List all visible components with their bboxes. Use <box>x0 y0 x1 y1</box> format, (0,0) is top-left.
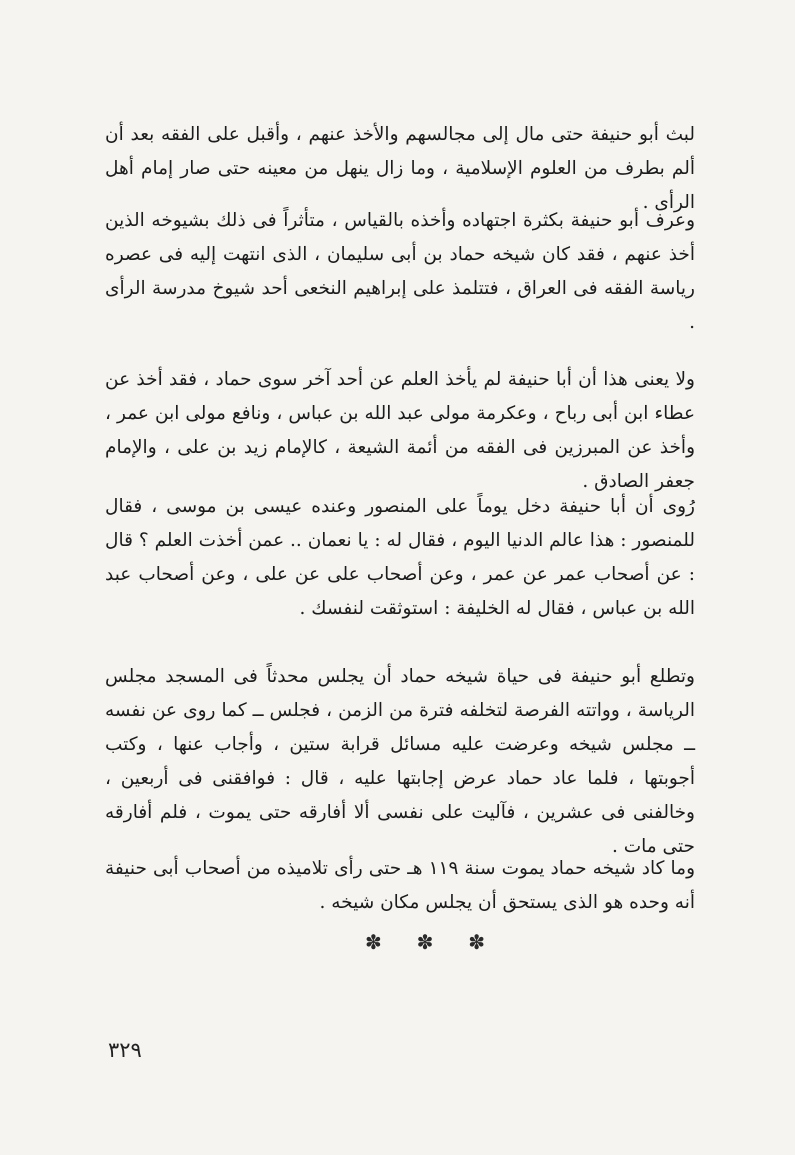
paragraph-text: وما كاد شيخه حماد يموت سنة ١١٩ هـ حتى رأى تلاميذه من أصحاب أبى حنيفة أنه وحده هو الذى يستحق أن يجلس مكان شيخه . <box>105 858 695 913</box>
paragraph-2 <box>105 204 695 340</box>
asterism-star-icon: ✽ <box>365 930 382 954</box>
section-separator <box>365 930 485 954</box>
page-number: ٣٢٩ <box>108 1038 142 1062</box>
paragraph-5 <box>105 660 695 864</box>
paragraph-4 <box>105 490 695 626</box>
paragraph-text: لبث أبو حنيفة حتى مال إلى مجالسهم والأخذ عنهم ، وأقبل على الفقه بعد أن ألم بطرف من العلوم الإسلامية ، وما زال ينهل من معينه حتى صار إمام أهل الرأى . <box>105 124 695 213</box>
paragraph-text: رُوى أن أبا حنيفة دخل يوماً على المنصور وعنده عيسى بن موسى ، فقال للمنصور : هذا عالم الدنيا اليوم ، فقال له : يا نعمان .. عمن أخذت العلم ؟ قال : عن أصحاب عمر عن عمر ، وعن أصحاب على عن على ، وعن أصحاب عبد الله بن عباس ، فقال له الخليفة : استوثقت لنفسك . <box>105 496 695 619</box>
paragraph-text: وتطلع أبو حنيفة فى حياة شيخه حماد أن يجلس محدثاً فى المسجد مجلس الرياسة ، وواتته الفرصة لتخلفه فترة من الزمن ، فجلس ــ كما روى عن نفسه ــ مجلس شيخه وعرضت عليه مسائل قرابة ستين ، وأجاب عنها ، وكتب أجوبتها ، فلما عاد حماد عرض إجابتها عليه ، قال : فوافقنى فى أربعين ، وخالفنى فى عشرين ، فآليت على نفسى ألا أفارقه حتى يموت ، فلم أفارقه حتى مات . <box>105 666 695 857</box>
paragraph-3 <box>105 363 695 499</box>
paragraph-text: ولا يعنى هذا أن أبا حنيفة لم يأخذ العلم عن أحد آخر سوى حماد ، فقد أخذ عن عطاء ابن أبى رباح ، وعكرمة مولى عبد الله بن عباس ، ونافع مولى ابن عمر ، وأخذ عن المبرزين فى الفقه من أئمة الشيعة ، كالإمام زيد بن على ، والإمام جعفر الصادق . <box>105 369 695 492</box>
paragraph-text: وعرف أبو حنيفة بكثرة اجتهاده وأخذه بالقياس ، متأثراً فى ذلك بشيوخه الذين أخذ عنهم ، فقد كان شيخه حماد بن أبى سليمان ، الذى انتهت إليه فى عصره رياسة الفقه فى العراق ، فتتلمذ على إبراهيم النخعى أحد شيوخ مدرسة الرأى . <box>105 210 695 333</box>
paragraph-6 <box>105 852 695 920</box>
asterism-star-icon: ✽ <box>416 930 434 954</box>
asterism-star-icon: ✽ <box>468 930 485 954</box>
